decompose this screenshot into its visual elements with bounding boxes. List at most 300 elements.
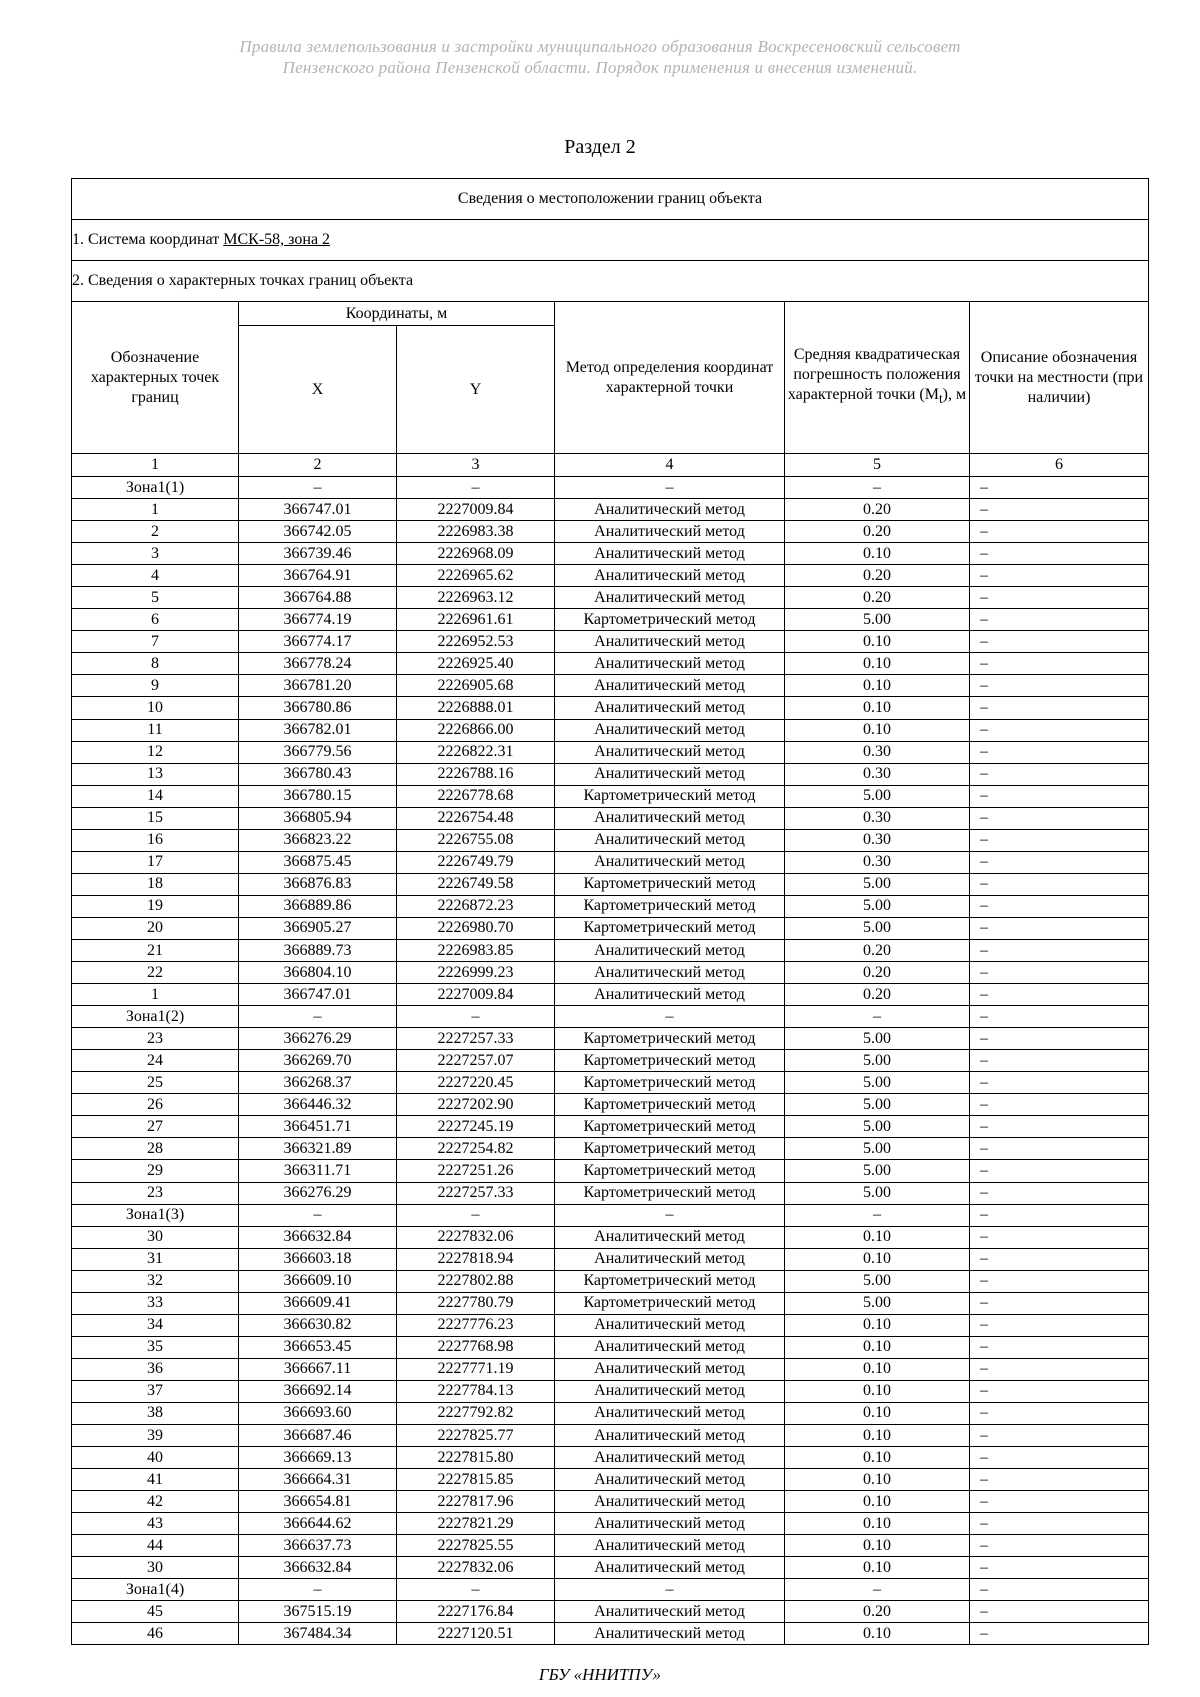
cell-method: Картометрический метод xyxy=(555,785,785,807)
cell-desc: – xyxy=(970,1072,1149,1094)
cell-desc: – xyxy=(970,1292,1149,1314)
cell-y: – xyxy=(397,1579,555,1601)
cell-y: 2227792.82 xyxy=(397,1402,555,1424)
cell-error: 0.20 xyxy=(785,1601,970,1623)
cell-desc: – xyxy=(970,499,1149,521)
cell-error: 5.00 xyxy=(785,917,970,939)
cell-point: 45 xyxy=(72,1601,239,1623)
table-row xyxy=(72,1425,1149,1447)
cell-error: 5.00 xyxy=(785,1094,970,1116)
cell-desc: – xyxy=(970,1557,1149,1579)
table-row xyxy=(72,1072,1149,1094)
cell-error: 5.00 xyxy=(785,1028,970,1050)
cell-point: 12 xyxy=(72,741,239,763)
cell-error: 0.20 xyxy=(785,499,970,521)
cell-error: 5.00 xyxy=(785,609,970,631)
cell-x: 366778.24 xyxy=(239,653,397,675)
table-row xyxy=(72,895,1149,917)
cell-point: 43 xyxy=(72,1513,239,1535)
header-error xyxy=(785,302,970,454)
table-row xyxy=(72,1623,1149,1645)
cell-x: 366669.13 xyxy=(239,1447,397,1469)
cell-y: 2226822.31 xyxy=(397,741,555,763)
cell-desc: – xyxy=(970,1535,1149,1557)
cell-desc: – xyxy=(970,984,1149,1006)
cell-y: 2227254.82 xyxy=(397,1138,555,1160)
cell-y: 2226754.48 xyxy=(397,807,555,829)
cell-error: 0.20 xyxy=(785,962,970,984)
table-row xyxy=(72,1160,1149,1182)
cell-x: 366905.27 xyxy=(239,917,397,939)
cell-x: – xyxy=(239,1579,397,1601)
table-row xyxy=(72,807,1149,829)
cell-point: 13 xyxy=(72,763,239,785)
table-row xyxy=(72,1336,1149,1358)
cell-method: Аналитический метод xyxy=(555,1425,785,1447)
cell-error: 0.20 xyxy=(785,587,970,609)
cell-error: – xyxy=(785,1579,970,1601)
cell-x: 366875.45 xyxy=(239,851,397,873)
cell-x: 366739.46 xyxy=(239,543,397,565)
cell-desc: – xyxy=(970,1094,1149,1116)
cell-y: 2227220.45 xyxy=(397,1072,555,1094)
cell-method: Картометрический метод xyxy=(555,1072,785,1094)
cell-y: 2226888.01 xyxy=(397,697,555,719)
cell-method: Аналитический метод xyxy=(555,1623,785,1645)
coord-system-label: 1. Система координат xyxy=(72,231,224,248)
cell-x: 367484.34 xyxy=(239,1623,397,1645)
cell-point: 21 xyxy=(72,939,239,961)
header-x: X xyxy=(239,326,397,454)
cell-y: 2226965.62 xyxy=(397,565,555,587)
cell-desc: – xyxy=(970,1248,1149,1270)
cell-desc: – xyxy=(970,1358,1149,1380)
cell-error: 0.10 xyxy=(785,1513,970,1535)
cell-desc: – xyxy=(970,851,1149,873)
cell-y: 2227120.51 xyxy=(397,1623,555,1645)
cell-point: 17 xyxy=(72,851,239,873)
cell-method: Аналитический метод xyxy=(555,1226,785,1248)
cell-method: Аналитический метод xyxy=(555,631,785,653)
cell-y: 2227832.06 xyxy=(397,1226,555,1248)
header-y: Y xyxy=(397,326,555,454)
cell-x: 366780.86 xyxy=(239,697,397,719)
cell-error: 0.10 xyxy=(785,697,970,719)
cell-point: 26 xyxy=(72,1094,239,1116)
cell-method: Аналитический метод xyxy=(555,653,785,675)
cell-desc: – xyxy=(970,521,1149,543)
cell-method: Аналитический метод xyxy=(555,1314,785,1336)
cell-x: 366804.10 xyxy=(239,962,397,984)
cell-desc: – xyxy=(970,609,1149,631)
cell-y: 2227815.80 xyxy=(397,1447,555,1469)
table-row xyxy=(72,543,1149,565)
cell-error: 0.10 xyxy=(785,1336,970,1358)
cell-point: 37 xyxy=(72,1380,239,1402)
cell-y: – xyxy=(397,1204,555,1226)
cell-point: 36 xyxy=(72,1358,239,1380)
cell-x: 366644.62 xyxy=(239,1513,397,1535)
cell-error: 0.10 xyxy=(785,543,970,565)
cell-y: 2227802.88 xyxy=(397,1270,555,1292)
cell-method: Аналитический метод xyxy=(555,829,785,851)
cell-desc: – xyxy=(970,1623,1149,1645)
table-row xyxy=(72,917,1149,939)
cell-desc: – xyxy=(970,895,1149,917)
cell-method: Аналитический метод xyxy=(555,1336,785,1358)
header-error-tail: ), м xyxy=(942,386,967,404)
cell-point: 14 xyxy=(72,785,239,807)
cell-x: 366889.86 xyxy=(239,895,397,917)
cell-y: 2226961.61 xyxy=(397,609,555,631)
cell-point: 1 xyxy=(72,984,239,1006)
cell-y: 2227771.19 xyxy=(397,1358,555,1380)
cell-desc: – xyxy=(970,1601,1149,1623)
table-row xyxy=(72,1094,1149,1116)
cell-x: 366321.89 xyxy=(239,1138,397,1160)
table-row xyxy=(72,1402,1149,1424)
cell-method: – xyxy=(555,1006,785,1028)
cell-error: – xyxy=(785,477,970,499)
cell-method: Картометрический метод xyxy=(555,1138,785,1160)
cell-x: 366764.91 xyxy=(239,565,397,587)
cell-desc: – xyxy=(970,1491,1149,1513)
cell-error: 5.00 xyxy=(785,785,970,807)
cell-point: 11 xyxy=(72,719,239,741)
cell-point: 7 xyxy=(72,631,239,653)
cell-method: Аналитический метод xyxy=(555,719,785,741)
cell-y: 2226866.00 xyxy=(397,719,555,741)
table-row xyxy=(72,763,1149,785)
table-row xyxy=(72,1270,1149,1292)
cell-y: 2226968.09 xyxy=(397,543,555,565)
cell-error: 0.10 xyxy=(785,1226,970,1248)
cell-error: 5.00 xyxy=(785,1292,970,1314)
cell-x: 366637.73 xyxy=(239,1535,397,1557)
cell-desc: – xyxy=(970,1116,1149,1138)
cell-y: 2226963.12 xyxy=(397,587,555,609)
cell-desc: – xyxy=(970,477,1149,499)
cell-x: 366276.29 xyxy=(239,1028,397,1050)
cell-error: 0.20 xyxy=(785,984,970,1006)
cell-x: 366664.31 xyxy=(239,1469,397,1491)
table-row xyxy=(72,587,1149,609)
cell-method: Аналитический метод xyxy=(555,697,785,719)
cell-method: Картометрический метод xyxy=(555,1270,785,1292)
table-row xyxy=(72,719,1149,741)
cell-y: 2227257.33 xyxy=(397,1182,555,1204)
cell-y: – xyxy=(397,477,555,499)
cell-method: Аналитический метод xyxy=(555,1469,785,1491)
cell-point: 20 xyxy=(72,917,239,939)
cell-error: 0.30 xyxy=(785,763,970,785)
cell-y: 2226778.68 xyxy=(397,785,555,807)
cell-error: 0.10 xyxy=(785,1469,970,1491)
cell-method: Картометрический метод xyxy=(555,1028,785,1050)
cell-y: 2226749.58 xyxy=(397,873,555,895)
cell-method: – xyxy=(555,1579,785,1601)
cell-error: 5.00 xyxy=(785,873,970,895)
cell-point: 16 xyxy=(72,829,239,851)
cell-y: 2227245.19 xyxy=(397,1116,555,1138)
cell-method: Аналитический метод xyxy=(555,499,785,521)
cell-desc: – xyxy=(970,675,1149,697)
cell-error: 0.10 xyxy=(785,1491,970,1513)
cell-error: 0.10 xyxy=(785,1380,970,1402)
cell-desc: – xyxy=(970,1204,1149,1226)
cell-y: 2227176.84 xyxy=(397,1601,555,1623)
cell-error: – xyxy=(785,1204,970,1226)
cell-method: Аналитический метод xyxy=(555,851,785,873)
header-point: Обозначение характерных точек границ xyxy=(72,302,239,454)
cell-desc: – xyxy=(970,631,1149,653)
table-row xyxy=(72,675,1149,697)
cell-x: 366876.83 xyxy=(239,873,397,895)
cell-point: 38 xyxy=(72,1402,239,1424)
cell-method: Аналитический метод xyxy=(555,1491,785,1513)
cell-error: 5.00 xyxy=(785,1270,970,1292)
cell-y: 2227251.26 xyxy=(397,1160,555,1182)
cell-error: 0.30 xyxy=(785,741,970,763)
cell-desc: – xyxy=(970,939,1149,961)
cell-desc: – xyxy=(970,1226,1149,1248)
cell-point: 34 xyxy=(72,1314,239,1336)
cell-x: 366693.60 xyxy=(239,1402,397,1424)
col-num: 2 xyxy=(239,454,397,477)
table-row xyxy=(72,1138,1149,1160)
cell-y: 2227817.96 xyxy=(397,1491,555,1513)
cell-desc: – xyxy=(970,917,1149,939)
table-row xyxy=(72,1292,1149,1314)
cell-desc: – xyxy=(970,1138,1149,1160)
cell-method: Аналитический метод xyxy=(555,1248,785,1270)
table-row xyxy=(72,741,1149,763)
cell-point: 6 xyxy=(72,609,239,631)
cell-y: – xyxy=(397,1006,555,1028)
cell-desc: – xyxy=(970,587,1149,609)
table-row xyxy=(72,521,1149,543)
zone-row xyxy=(72,1579,1149,1601)
cell-point: 9 xyxy=(72,675,239,697)
cell-y: 2226983.38 xyxy=(397,521,555,543)
table-row xyxy=(72,829,1149,851)
cell-x: 366692.14 xyxy=(239,1380,397,1402)
section-title: Раздел 2 xyxy=(564,136,636,158)
cell-x: 366451.71 xyxy=(239,1116,397,1138)
table-row xyxy=(72,1513,1149,1535)
cell-desc: – xyxy=(970,1050,1149,1072)
table-row xyxy=(72,565,1149,587)
page-footer: ГБУ «ННИТПУ» xyxy=(538,1665,662,1684)
cell-x: 366823.22 xyxy=(239,829,397,851)
page-header xyxy=(120,36,1080,78)
cell-error: 5.00 xyxy=(785,1116,970,1138)
cell-method: Аналитический метод xyxy=(555,1535,785,1557)
cell-desc: – xyxy=(970,1314,1149,1336)
cell-y: 2226788.16 xyxy=(397,763,555,785)
cell-method: Аналитический метод xyxy=(555,741,785,763)
cell-x: 366276.29 xyxy=(239,1182,397,1204)
cell-y: 2227776.23 xyxy=(397,1314,555,1336)
cell-x: 366747.01 xyxy=(239,499,397,521)
zone-label: Зона1(1) xyxy=(72,477,239,499)
cell-point: 22 xyxy=(72,962,239,984)
points-heading: 2. Сведения о характерных точках границ объекта xyxy=(72,261,1149,302)
col-num: 4 xyxy=(555,454,785,477)
cell-point: 35 xyxy=(72,1336,239,1358)
cell-desc: – xyxy=(970,763,1149,785)
cell-point: 1 xyxy=(72,499,239,521)
cell-point: 23 xyxy=(72,1182,239,1204)
table-row xyxy=(72,962,1149,984)
cell-x: 366653.45 xyxy=(239,1336,397,1358)
header-error-sub: t xyxy=(938,391,943,407)
coord-system-row xyxy=(72,220,1149,261)
cell-error: 0.10 xyxy=(785,1358,970,1380)
cell-y: 2226905.68 xyxy=(397,675,555,697)
cell-point: 29 xyxy=(72,1160,239,1182)
cell-method: Аналитический метод xyxy=(555,939,785,961)
table-row xyxy=(72,1491,1149,1513)
cell-error: 0.10 xyxy=(785,1425,970,1447)
zone-row xyxy=(72,477,1149,499)
cell-desc: – xyxy=(970,1028,1149,1050)
cell-method: Аналитический метод xyxy=(555,1358,785,1380)
cell-point: 40 xyxy=(72,1447,239,1469)
cell-x: 366603.18 xyxy=(239,1248,397,1270)
cell-x: 366774.17 xyxy=(239,631,397,653)
cell-point: 28 xyxy=(72,1138,239,1160)
cell-desc: – xyxy=(970,565,1149,587)
cell-x: 366747.01 xyxy=(239,984,397,1006)
cell-x: 366632.84 xyxy=(239,1226,397,1248)
cell-desc: – xyxy=(970,543,1149,565)
table-row xyxy=(72,609,1149,631)
table-row xyxy=(72,1248,1149,1270)
cell-method: Аналитический метод xyxy=(555,807,785,829)
cell-point: 32 xyxy=(72,1270,239,1292)
cell-error: 0.10 xyxy=(785,719,970,741)
cell-desc: – xyxy=(970,1513,1149,1535)
cell-error: 0.10 xyxy=(785,1248,970,1270)
col-num: 6 xyxy=(970,454,1149,477)
table-title: Сведения о местоположении границ объекта xyxy=(72,179,1149,220)
cell-point: 33 xyxy=(72,1292,239,1314)
cell-error: 0.20 xyxy=(785,521,970,543)
cell-error: 5.00 xyxy=(785,895,970,917)
cell-point: 4 xyxy=(72,565,239,587)
cell-point: 30 xyxy=(72,1557,239,1579)
table-row xyxy=(72,1028,1149,1050)
cell-x: 366268.37 xyxy=(239,1072,397,1094)
cell-desc: – xyxy=(970,1336,1149,1358)
table-row xyxy=(72,1535,1149,1557)
cell-error: 0.30 xyxy=(785,851,970,873)
cell-error: 0.10 xyxy=(785,1447,970,1469)
cell-point: 30 xyxy=(72,1226,239,1248)
cell-method: Аналитический метод xyxy=(555,543,785,565)
cell-method: Аналитический метод xyxy=(555,1513,785,1535)
header-desc: Описание обозначения точки на местности (при наличии) xyxy=(970,302,1149,454)
cell-point: 5 xyxy=(72,587,239,609)
cell-x: – xyxy=(239,477,397,499)
cell-y: 2227821.29 xyxy=(397,1513,555,1535)
cell-y: 2226952.53 xyxy=(397,631,555,653)
cell-y: 2227780.79 xyxy=(397,1292,555,1314)
cell-error: 5.00 xyxy=(785,1138,970,1160)
cell-desc: – xyxy=(970,1425,1149,1447)
cell-point: 24 xyxy=(72,1050,239,1072)
header-line-1: Правила землепользования и застройки муниципального образования Воскресеновский сельсовет xyxy=(239,37,961,56)
cell-x: 366742.05 xyxy=(239,521,397,543)
cell-y: 2227818.94 xyxy=(397,1248,555,1270)
table-row xyxy=(72,697,1149,719)
cell-method: – xyxy=(555,1204,785,1226)
cell-desc: – xyxy=(970,1006,1149,1028)
cell-y: 2227257.33 xyxy=(397,1028,555,1050)
table-body xyxy=(72,477,1149,1645)
cell-point: 27 xyxy=(72,1116,239,1138)
cell-y: 2227202.90 xyxy=(397,1094,555,1116)
cell-desc: – xyxy=(970,719,1149,741)
cell-y: 2227768.98 xyxy=(397,1336,555,1358)
cell-desc: – xyxy=(970,1469,1149,1491)
cell-x: 366632.84 xyxy=(239,1557,397,1579)
cell-method: Аналитический метод xyxy=(555,984,785,1006)
cell-x: 366781.20 xyxy=(239,675,397,697)
cell-y: 2227009.84 xyxy=(397,984,555,1006)
cell-desc: – xyxy=(970,1182,1149,1204)
cell-x: 366780.15 xyxy=(239,785,397,807)
cell-y: 2227825.55 xyxy=(397,1535,555,1557)
cell-y: 2227825.77 xyxy=(397,1425,555,1447)
cell-desc: – xyxy=(970,741,1149,763)
cell-error: 0.10 xyxy=(785,1314,970,1336)
cell-y: 2226980.70 xyxy=(397,917,555,939)
boundary-points-table xyxy=(71,178,1149,1645)
table-row xyxy=(72,499,1149,521)
cell-method: Картометрический метод xyxy=(555,1094,785,1116)
cell-x: – xyxy=(239,1204,397,1226)
table-row xyxy=(72,1601,1149,1623)
table-row xyxy=(72,984,1149,1006)
cell-method: Картометрический метод xyxy=(555,1292,785,1314)
zone-label: Зона1(2) xyxy=(72,1006,239,1028)
table-row xyxy=(72,1050,1149,1072)
cell-x: 367515.19 xyxy=(239,1601,397,1623)
cell-x: 366780.43 xyxy=(239,763,397,785)
cell-x: 366774.19 xyxy=(239,609,397,631)
cell-point: 3 xyxy=(72,543,239,565)
cell-x: 366805.94 xyxy=(239,807,397,829)
cell-error: 0.10 xyxy=(785,1623,970,1645)
cell-point: 39 xyxy=(72,1425,239,1447)
table-row xyxy=(72,1226,1149,1248)
header-method: Метод определения координат характерной точки xyxy=(555,302,785,454)
cell-x: 366269.70 xyxy=(239,1050,397,1072)
table-row xyxy=(72,631,1149,653)
cell-method: Аналитический метод xyxy=(555,1557,785,1579)
cell-error: 0.20 xyxy=(785,565,970,587)
cell-y: 2227832.06 xyxy=(397,1557,555,1579)
cell-y: 2226872.23 xyxy=(397,895,555,917)
cell-error: 5.00 xyxy=(785,1160,970,1182)
col-num: 5 xyxy=(785,454,970,477)
cell-x: 366654.81 xyxy=(239,1491,397,1513)
cell-y: 2227784.13 xyxy=(397,1380,555,1402)
cell-y: 2227815.85 xyxy=(397,1469,555,1491)
cell-method: Картометрический метод xyxy=(555,917,785,939)
